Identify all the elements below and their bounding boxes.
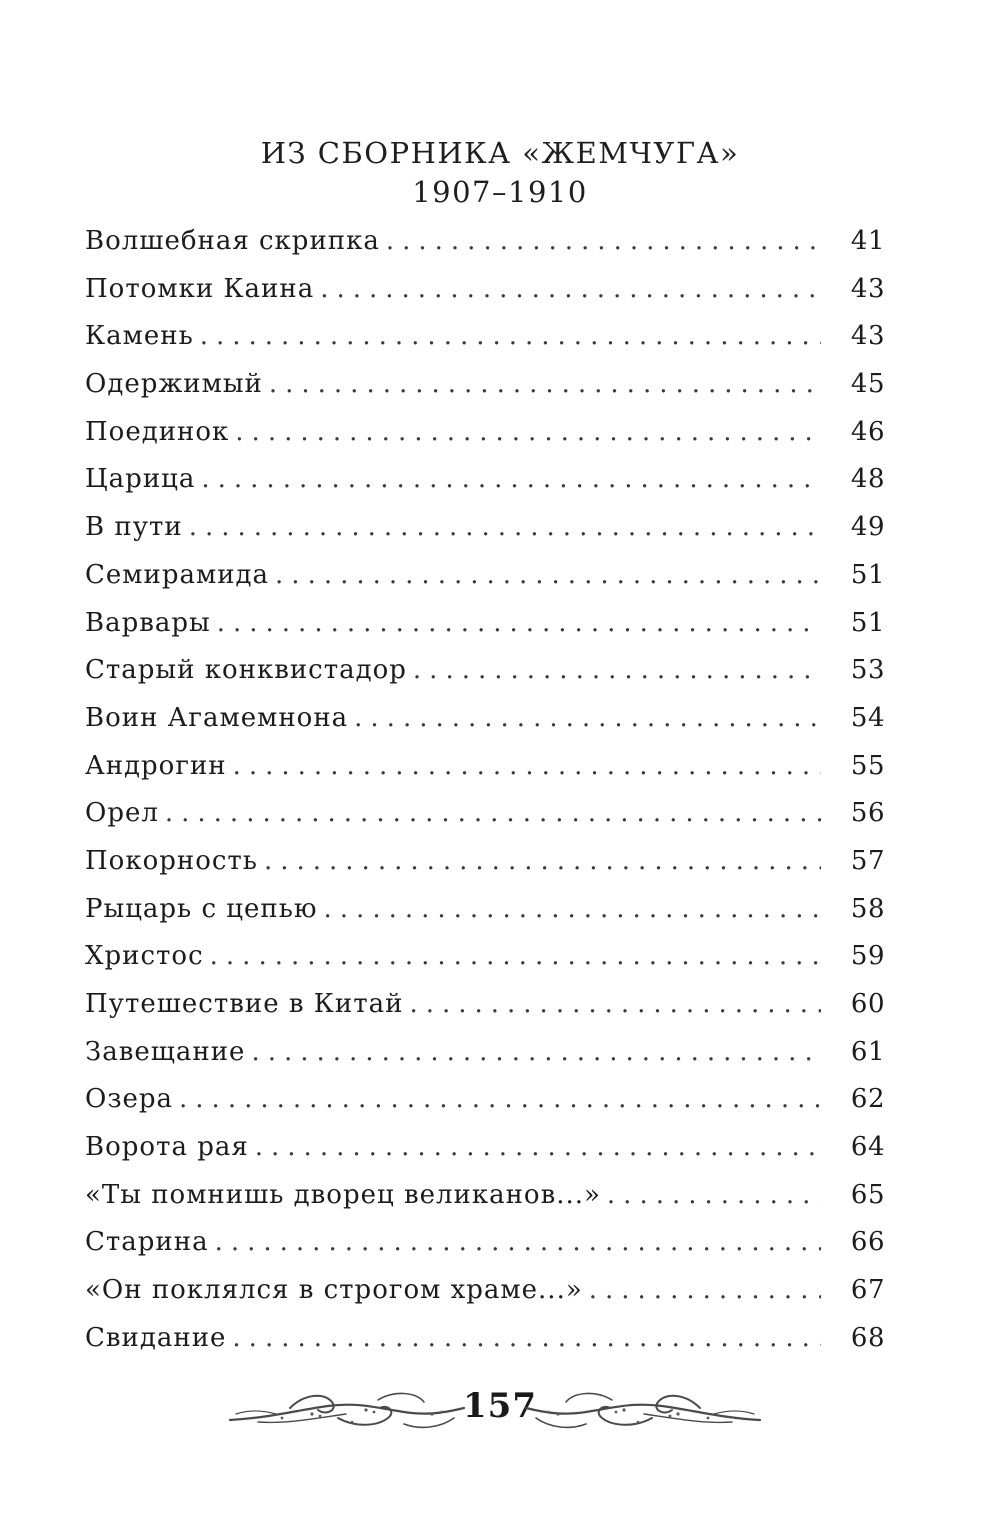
toc-entry-page: 65 [850, 1179, 885, 1210]
toc-entry-title: Камень [85, 321, 194, 352]
toc-entry-page: 67 [850, 1275, 885, 1306]
toc-entry-page: 48 [850, 464, 885, 495]
page-footer [0, 1384, 1000, 1440]
toc-leader-dots [233, 751, 821, 781]
toc-entry-page: 43 [850, 273, 885, 304]
toc-entry[interactable] [85, 846, 885, 894]
toc-entry-page: 49 [850, 512, 885, 543]
toc-entry-title: Андрогин [85, 750, 227, 781]
toc-entry-title: Старина [85, 1227, 209, 1258]
toc-leader-dots [255, 1132, 821, 1162]
toc-entry-page: 41 [850, 226, 885, 256]
toc-leader-dots [386, 226, 821, 256]
toc-entry-title: «Ты помнишь дворец великанов...» [85, 1179, 601, 1210]
toc-leader-dots [413, 655, 821, 685]
toc-entry[interactable] [85, 512, 885, 560]
toc-leader-dots [409, 989, 820, 1019]
toc-entry-page: 56 [850, 798, 885, 829]
toc-leader-dots [201, 464, 821, 494]
toc-entry-title: Покорность [85, 845, 258, 876]
toc-entry[interactable] [85, 1037, 885, 1085]
toc-entry-title: Потомки Каина [85, 273, 315, 304]
toc-entry-page: 45 [850, 369, 885, 400]
section-years: 1907–1910 [412, 175, 588, 209]
toc-entry-page: 53 [850, 655, 885, 686]
toc-entry-page: 46 [850, 416, 885, 447]
toc-entry-page: 43 [850, 321, 885, 352]
toc-leader-dots [354, 703, 821, 733]
toc-entry[interactable] [85, 1132, 885, 1180]
toc-entry-title: Семирамида [85, 559, 270, 590]
toc-leader-dots [235, 417, 821, 447]
toc-entry-title: Волшебная скрипка [85, 226, 380, 256]
toc-entry[interactable] [85, 655, 885, 703]
toc-entry-page: 59 [850, 941, 885, 972]
toc-leader-dots [607, 1180, 821, 1210]
toc-entry-page: 51 [850, 559, 885, 590]
toc-entry-title: «Он поклялся в строгом храме...» [85, 1275, 583, 1306]
toc-entry-title: Варвары [85, 607, 211, 638]
toc-leader-dots [179, 1084, 821, 1114]
toc-entry[interactable] [85, 1275, 885, 1323]
toc-leader-dots [264, 846, 821, 876]
toc-entry-title: Рыцарь с цепью [85, 893, 318, 924]
toc-entry-page: 68 [850, 1322, 885, 1353]
toc-entry-title: Одержимый [85, 369, 263, 400]
toc-entry-page: 66 [850, 1227, 885, 1258]
toc-entry[interactable] [85, 989, 885, 1037]
toc-entry-title: Поединок [85, 416, 230, 447]
toc-leader-dots [232, 1323, 820, 1353]
toc-entry-page: 64 [850, 1132, 885, 1163]
toc-leader-dots [320, 274, 821, 304]
toc-entry-page: 62 [850, 1084, 885, 1115]
toc-entry-title: Христос [85, 941, 204, 972]
toc-entry[interactable] [85, 274, 885, 322]
page-number: 157 [463, 1386, 537, 1426]
toc-entry[interactable] [85, 941, 885, 989]
toc-entry-page: 55 [850, 750, 885, 781]
toc-leader-dots [189, 512, 821, 542]
toc-leader-dots [165, 798, 821, 828]
toc-entry[interactable] [85, 703, 885, 751]
toc-entry[interactable] [85, 894, 885, 942]
toc-entry-page: 57 [850, 845, 885, 876]
toc-entry[interactable] [85, 369, 885, 417]
toc-entry[interactable] [85, 1084, 885, 1132]
flourish-ornament-icon [228, 1384, 468, 1440]
toc-entry-title: Воин Агамемнона [85, 702, 349, 733]
toc-entry[interactable] [85, 321, 885, 369]
toc-entry[interactable] [85, 1180, 885, 1228]
toc-entry-title: Свидание [85, 1322, 227, 1353]
toc-leader-dots [269, 369, 821, 399]
toc-leader-dots [275, 560, 821, 590]
toc-entry-title: Завещание [85, 1036, 246, 1067]
toc-entry[interactable] [85, 417, 885, 465]
toc-entry[interactable] [85, 798, 885, 846]
toc-entry-page: 61 [850, 1036, 885, 1067]
toc-entry[interactable] [85, 608, 885, 656]
toc-entry-title: Царица [85, 464, 196, 495]
toc-entry[interactable] [85, 560, 885, 608]
toc-entry-page: 54 [850, 702, 885, 733]
toc-entry-title: Орел [85, 798, 159, 829]
toc-entry-title: Старый конквистадор [85, 655, 407, 686]
toc-entry[interactable] [85, 464, 885, 512]
table-of-contents [85, 226, 885, 1371]
section-title: ИЗ СБОРНИКА «ЖЕМЧУГА» [260, 136, 740, 170]
toc-entry-title: Путешествие в Китай [85, 989, 404, 1019]
toc-leader-dots [324, 894, 821, 924]
toc-entry-title: Ворота рая [85, 1132, 249, 1163]
flourish-ornament-icon [522, 1384, 762, 1440]
toc-entry-title: Озера [85, 1084, 174, 1115]
toc-leader-dots [589, 1275, 821, 1305]
toc-entry-title: В пути [85, 512, 183, 543]
toc-leader-dots [251, 1037, 820, 1067]
toc-entry[interactable] [85, 751, 885, 799]
toc-entry[interactable] [85, 1227, 885, 1275]
toc-leader-dots [217, 608, 821, 638]
toc-leader-dots [200, 321, 821, 351]
toc-entry-page: 58 [850, 893, 885, 924]
toc-entry[interactable] [85, 1323, 885, 1371]
toc-entry[interactable] [85, 226, 885, 274]
toc-entry-page: 51 [850, 607, 885, 638]
toc-leader-dots [215, 1227, 821, 1257]
toc-entry-page: 60 [850, 989, 885, 1019]
toc-leader-dots [210, 941, 821, 971]
